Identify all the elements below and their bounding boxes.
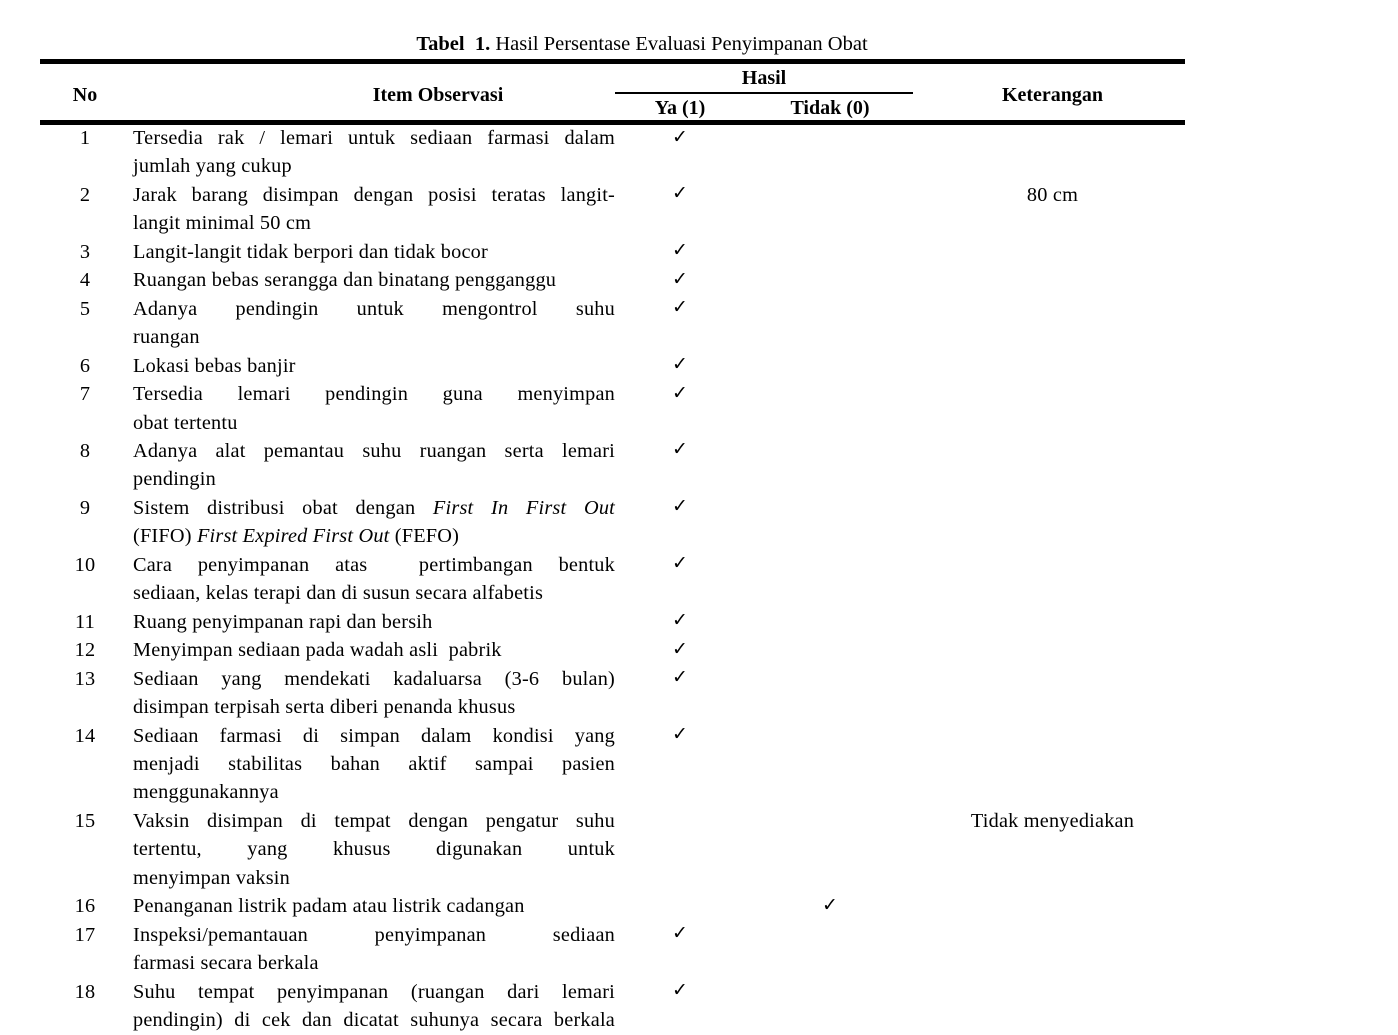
column-header-tidak: Tidak (0) bbox=[790, 97, 870, 119]
ya-cell bbox=[620, 608, 740, 636]
table-caption-label: Tabel 1. bbox=[416, 33, 491, 55]
table-row bbox=[40, 437, 1185, 494]
row-number: 5 bbox=[79, 297, 91, 320]
item-text-line: Ruangan bebas serangga dan binatang pengganggu bbox=[133, 269, 557, 292]
ya-cell bbox=[620, 266, 740, 294]
ya-cell bbox=[620, 665, 740, 693]
item-text-line: Menyimpan sediaan pada wadah asli pabrik bbox=[133, 639, 502, 662]
item-observasi-cell bbox=[130, 892, 620, 920]
item-text-line: Langit-langit tidak berpori dan tidak bocor bbox=[133, 240, 488, 263]
item-observasi-cell bbox=[130, 608, 620, 636]
item-text-line: Penanganan listrik padam atau listrik cadangan bbox=[133, 895, 525, 918]
item-observasi-cell bbox=[130, 181, 620, 238]
table-row bbox=[40, 238, 1185, 266]
item-text-line: disimpan terpisah serta diberi penanda khusus bbox=[133, 696, 516, 719]
row-number: 6 bbox=[79, 354, 91, 377]
row-number: 10 bbox=[74, 553, 96, 576]
ya-cell bbox=[620, 494, 740, 522]
item-observasi-cell bbox=[130, 921, 620, 978]
ya-cell bbox=[620, 437, 740, 465]
ya-cell bbox=[620, 551, 740, 579]
row-number: 9 bbox=[79, 496, 91, 519]
column-header-item: Item Observasi bbox=[372, 84, 504, 106]
item-text-line: Vaksin disimpan di tempat dengan pengatur suhu bbox=[133, 809, 615, 832]
row-number: 11 bbox=[75, 610, 95, 633]
ya-cell bbox=[620, 181, 740, 209]
item-text-line: pendingin) di cek dan dicatat suhunya secara berkala bbox=[133, 1009, 615, 1032]
item-text-line: Cara penyimpanan atas pertimbangan bentuk bbox=[133, 553, 615, 576]
row-number: 18 bbox=[74, 980, 96, 1003]
ya-cell bbox=[620, 921, 740, 949]
item-text-italic: First Expired First Out bbox=[196, 525, 390, 548]
table-row bbox=[40, 807, 1185, 892]
row-number: 1 bbox=[79, 127, 91, 149]
ya-cell bbox=[620, 380, 740, 408]
check-icon-ya: ✓ bbox=[671, 353, 689, 376]
item-observasi-cell bbox=[130, 807, 620, 892]
check-icon-ya: ✓ bbox=[671, 438, 689, 461]
item-text-line: menggunakannya bbox=[133, 781, 279, 804]
row-number: 15 bbox=[74, 809, 96, 832]
table-row bbox=[40, 380, 1185, 437]
item-text-line: ruangan bbox=[133, 326, 200, 349]
item-observasi-cell bbox=[130, 551, 620, 608]
table-caption bbox=[40, 31, 1244, 57]
column-header-ya: Ya (1) bbox=[654, 97, 706, 119]
table-body bbox=[40, 124, 1185, 1035]
check-icon-ya: ✓ bbox=[671, 723, 689, 746]
item-observasi-cell bbox=[130, 124, 620, 181]
table-row bbox=[40, 921, 1185, 978]
item-text-line: tertentu, yang khusus digunakan untuk bbox=[133, 838, 615, 861]
item-text-line: Inspeksi/pemantauan penyimpanan sediaan bbox=[133, 923, 615, 946]
table-row bbox=[40, 181, 1185, 238]
check-icon-ya: ✓ bbox=[671, 267, 689, 290]
item-text-italic: First In First Out bbox=[432, 496, 616, 519]
ya-cell bbox=[620, 238, 740, 266]
ya-cell bbox=[620, 722, 740, 750]
item-observasi-cell bbox=[130, 437, 620, 494]
item-observasi-cell bbox=[130, 722, 620, 807]
keterangan-cell: 80 cm bbox=[1026, 183, 1079, 206]
row-number: 17 bbox=[74, 923, 96, 946]
row-number: 7 bbox=[79, 383, 91, 406]
check-icon-ya: ✓ bbox=[671, 637, 689, 660]
table-row bbox=[40, 494, 1185, 551]
check-icon-ya: ✓ bbox=[671, 922, 689, 945]
ya-cell bbox=[620, 352, 740, 380]
check-icon-ya: ✓ bbox=[671, 381, 689, 404]
check-icon-ya: ✓ bbox=[671, 182, 689, 205]
check-icon-tidak: ✓ bbox=[821, 893, 839, 916]
row-number: 16 bbox=[74, 895, 96, 918]
check-icon-ya: ✓ bbox=[671, 979, 689, 1002]
keterangan-cell: Tidak menyediakan bbox=[970, 809, 1135, 832]
item-text-line: Adanya alat pemantau suhu ruangan serta lemari bbox=[133, 439, 615, 462]
item-text-line: Tersedia rak / lemari untuk sediaan farmasi dalam bbox=[133, 127, 615, 149]
table-row bbox=[40, 295, 1185, 352]
row-number: 12 bbox=[74, 639, 96, 662]
check-icon-ya: ✓ bbox=[671, 609, 689, 632]
item-text-line: Ruang penyimpanan rapi dan bersih bbox=[133, 610, 433, 633]
item-observasi-cell bbox=[130, 295, 620, 352]
table-row bbox=[40, 636, 1185, 664]
tidak-cell bbox=[740, 892, 920, 920]
item-text-line: sediaan, kelas terapi dan di susun secara alfabetis bbox=[133, 582, 544, 605]
item-text-line: pendingin bbox=[133, 468, 216, 491]
item-text-line: Sediaan yang mendekati kadaluarsa (3-6 bulan) bbox=[133, 667, 615, 690]
item-text-line: farmasi secara berkala bbox=[133, 952, 319, 975]
item-text-line: menjadi stabilitas bahan aktif sampai pasien bbox=[133, 752, 615, 775]
column-header-keterangan: Keterangan bbox=[1001, 84, 1104, 106]
item-observasi-cell bbox=[130, 266, 620, 294]
table-row bbox=[40, 124, 1185, 181]
ya-cell bbox=[620, 295, 740, 323]
item-text-line bbox=[133, 494, 615, 522]
row-number: 4 bbox=[79, 269, 91, 292]
item-text-line: Sediaan farmasi di simpan dalam kondisi yang bbox=[133, 724, 615, 747]
item-observasi-cell bbox=[130, 380, 620, 437]
check-icon-ya: ✓ bbox=[671, 296, 689, 319]
column-header-no: No bbox=[72, 84, 98, 106]
item-text-line: Jarak barang disimpan dengan posisi teratas langit- bbox=[133, 183, 615, 206]
item-observasi-cell bbox=[130, 636, 620, 664]
row-number: 8 bbox=[79, 439, 91, 462]
table-row bbox=[40, 608, 1185, 636]
item-text-line: obat tertentu bbox=[133, 411, 238, 434]
item-text: (FIFO) bbox=[133, 525, 197, 548]
hasil-group-underline bbox=[615, 92, 913, 95]
item-observasi-cell bbox=[130, 352, 620, 380]
ya-cell bbox=[620, 636, 740, 664]
ya-cell bbox=[620, 978, 740, 1006]
item-text-line: Suhu tempat penyimpanan (ruangan dari lemari bbox=[133, 980, 615, 1003]
table-row bbox=[40, 722, 1185, 807]
table-row bbox=[40, 352, 1185, 380]
item-text: (FEFO) bbox=[389, 525, 460, 548]
item-text-line: menyimpan vaksin bbox=[133, 866, 290, 889]
table-row bbox=[40, 665, 1185, 722]
item-observasi-cell bbox=[130, 978, 620, 1035]
item-observasi-cell bbox=[130, 665, 620, 722]
column-header-hasil: Hasil bbox=[741, 67, 787, 89]
table-row bbox=[40, 978, 1185, 1035]
item-text-line: langit minimal 50 cm bbox=[133, 212, 312, 235]
table-row bbox=[40, 892, 1185, 920]
check-icon-ya: ✓ bbox=[671, 552, 689, 575]
row-number: 2 bbox=[79, 183, 91, 206]
item-text-line bbox=[133, 522, 615, 550]
check-icon-ya: ✓ bbox=[671, 495, 689, 518]
table-caption-text: Hasil Persentase Evaluasi Penyimpanan Obat bbox=[490, 33, 868, 55]
table-row bbox=[40, 551, 1185, 608]
row-number: 3 bbox=[79, 240, 91, 263]
item-text-line: Lokasi bebas banjir bbox=[133, 354, 296, 377]
table-top-rule bbox=[40, 59, 1185, 64]
item-text-line: Tersedia lemari pendingin guna menyimpan bbox=[133, 383, 615, 406]
row-number: 13 bbox=[74, 667, 96, 690]
check-icon-ya: ✓ bbox=[671, 239, 689, 262]
table-row bbox=[40, 266, 1185, 294]
check-icon-ya: ✓ bbox=[671, 125, 689, 148]
item-observasi-cell bbox=[130, 494, 620, 551]
item-text-line: jumlah yang cukup bbox=[133, 155, 292, 178]
ya-cell bbox=[620, 124, 740, 152]
item-text-line: Adanya pendingin untuk mengontrol suhu bbox=[133, 297, 615, 320]
item-observasi-cell bbox=[130, 238, 620, 266]
check-icon-ya: ✓ bbox=[671, 666, 689, 689]
row-number: 14 bbox=[74, 724, 96, 747]
item-text: Sistem distribusi obat dengan bbox=[133, 496, 433, 519]
